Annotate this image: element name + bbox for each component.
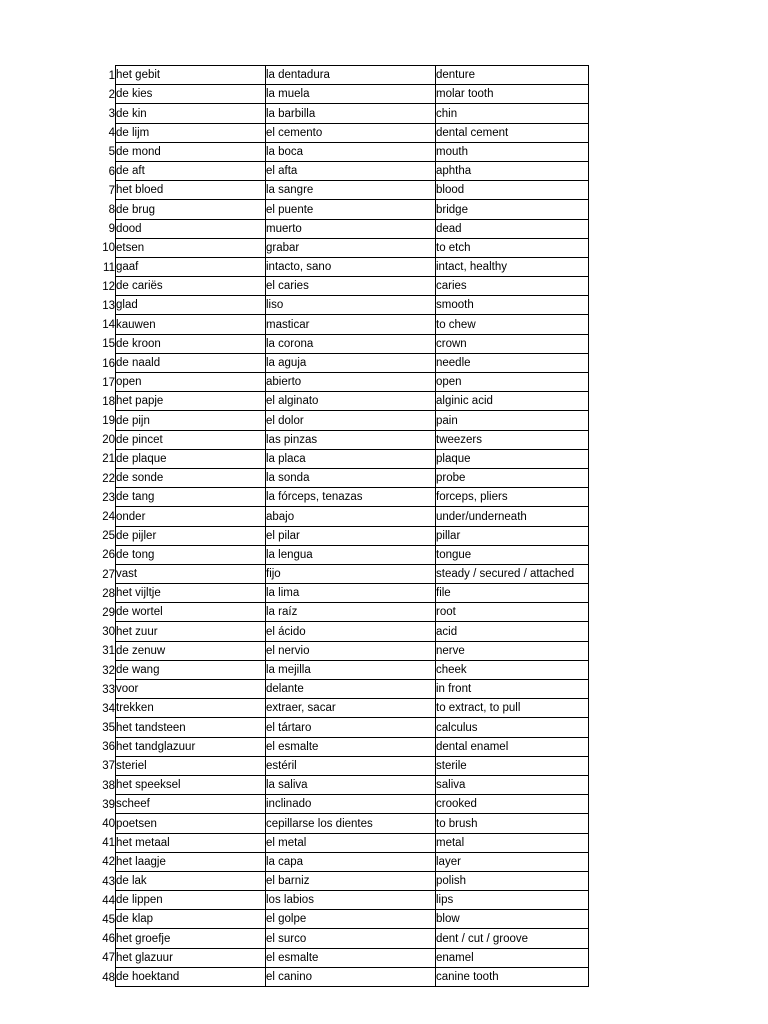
row-number: 5 bbox=[108, 146, 115, 159]
dutch-term: het bloed bbox=[116, 181, 266, 200]
english-term: caries bbox=[436, 277, 589, 296]
spanish-term: el cemento bbox=[266, 123, 436, 142]
dutch-term: de zenuw bbox=[116, 641, 266, 660]
spanish-term: el alginato bbox=[266, 392, 436, 411]
row-number: 23 bbox=[102, 491, 115, 504]
table-row bbox=[0, 871, 589, 890]
spanish-term: cepillarse los dientes bbox=[266, 814, 436, 833]
english-term: pillar bbox=[436, 526, 589, 545]
table-row bbox=[0, 756, 589, 775]
english-term: nerve bbox=[436, 641, 589, 660]
english-term: blood bbox=[436, 181, 589, 200]
table-row bbox=[0, 373, 589, 392]
row-number: 30 bbox=[102, 626, 115, 639]
row-number: 40 bbox=[102, 818, 115, 830]
row-number: 27 bbox=[102, 568, 115, 581]
english-term: canine tooth bbox=[436, 967, 589, 986]
spanish-term: el dolor bbox=[266, 411, 436, 430]
table-row bbox=[0, 775, 589, 794]
spanish-term: la mejilla bbox=[266, 660, 436, 679]
row-number: 25 bbox=[102, 530, 115, 543]
english-term: under/underneath bbox=[436, 507, 589, 526]
row-number: 41 bbox=[102, 837, 115, 850]
spanish-term: extraer, sacar bbox=[266, 699, 436, 718]
english-term: crown bbox=[436, 334, 589, 353]
dutch-term: open bbox=[116, 373, 266, 392]
table-row bbox=[0, 967, 589, 986]
table-row bbox=[0, 257, 589, 276]
dutch-term: de mond bbox=[116, 142, 266, 161]
dutch-term: etsen bbox=[116, 238, 266, 257]
table-row bbox=[0, 296, 589, 315]
dutch-term: het tandglazuur bbox=[116, 737, 266, 756]
table-row bbox=[0, 737, 589, 756]
spanish-term: intacto, sano bbox=[266, 257, 436, 276]
table-row bbox=[0, 142, 589, 161]
dutch-term: de hoektand bbox=[116, 967, 266, 986]
row-number: 19 bbox=[102, 415, 115, 428]
row-number: 26 bbox=[102, 549, 115, 562]
row-number: 31 bbox=[102, 645, 115, 658]
table-row bbox=[0, 948, 589, 967]
table-row bbox=[0, 891, 589, 910]
english-term: steady / secured / attached bbox=[436, 564, 589, 583]
english-term: intact, healthy bbox=[436, 257, 589, 276]
dutch-term: de tong bbox=[116, 545, 266, 564]
table-row bbox=[0, 929, 589, 948]
dutch-term: de lak bbox=[116, 871, 266, 890]
table-row bbox=[0, 833, 589, 852]
english-term: in front bbox=[436, 680, 589, 699]
row-number: 20 bbox=[102, 434, 115, 447]
spanish-term: el golpe bbox=[266, 910, 436, 929]
spanish-term: grabar bbox=[266, 238, 436, 257]
spanish-term: el barniz bbox=[266, 871, 436, 890]
spanish-term: las pinzas bbox=[266, 430, 436, 449]
row-number: 48 bbox=[102, 971, 115, 984]
spanish-term: el ácido bbox=[266, 622, 436, 641]
english-term: metal bbox=[436, 833, 589, 852]
spanish-term: la sonda bbox=[266, 468, 436, 487]
spanish-term: el canino bbox=[266, 967, 436, 986]
spanish-term: la aguja bbox=[266, 353, 436, 372]
spanish-term: la lengua bbox=[266, 545, 436, 564]
english-term: enamel bbox=[436, 948, 589, 967]
dutch-term: scheef bbox=[116, 795, 266, 814]
row-number: 39 bbox=[102, 798, 115, 811]
spanish-term: el tártaro bbox=[266, 718, 436, 737]
row-number: 29 bbox=[102, 606, 115, 619]
vocabulary-table-body bbox=[0, 66, 589, 987]
spanish-term: el esmalte bbox=[266, 737, 436, 756]
table-row bbox=[0, 488, 589, 507]
table-row bbox=[0, 699, 589, 718]
row-number: 37 bbox=[102, 760, 115, 773]
table-row bbox=[0, 660, 589, 679]
spanish-term: la sangre bbox=[266, 181, 436, 200]
table-row bbox=[0, 795, 589, 814]
dutch-term: de lijm bbox=[116, 123, 266, 142]
table-row bbox=[0, 622, 589, 641]
spanish-term: la barbilla bbox=[266, 104, 436, 123]
table-row bbox=[0, 123, 589, 142]
table-row bbox=[0, 85, 589, 104]
dutch-term: het metaal bbox=[116, 833, 266, 852]
row-number: 21 bbox=[102, 453, 115, 466]
english-term: layer bbox=[436, 852, 589, 871]
table-row bbox=[0, 814, 589, 833]
dutch-term: voor bbox=[116, 680, 266, 699]
spanish-term: delante bbox=[266, 680, 436, 699]
dutch-term: de lippen bbox=[116, 891, 266, 910]
dutch-term: het laagje bbox=[116, 852, 266, 871]
spanish-term: la capa bbox=[266, 852, 436, 871]
dutch-term: de cariës bbox=[116, 277, 266, 296]
spanish-term: estéril bbox=[266, 756, 436, 775]
english-term: polish bbox=[436, 871, 589, 890]
english-term: blow bbox=[436, 910, 589, 929]
row-number: 7 bbox=[108, 184, 115, 197]
english-term: saliva bbox=[436, 775, 589, 794]
english-term: denture bbox=[436, 66, 589, 85]
spanish-term: la saliva bbox=[266, 775, 436, 794]
english-term: file bbox=[436, 584, 589, 603]
dutch-term: het tandsteen bbox=[116, 718, 266, 737]
english-term: to etch bbox=[436, 238, 589, 257]
table-row bbox=[0, 219, 589, 238]
english-term: pain bbox=[436, 411, 589, 430]
dutch-term: onder bbox=[116, 507, 266, 526]
english-term: mouth bbox=[436, 142, 589, 161]
spanish-term: la dentadura bbox=[266, 66, 436, 85]
spanish-term: la boca bbox=[266, 142, 436, 161]
row-number: 3 bbox=[108, 108, 115, 121]
english-term: crooked bbox=[436, 795, 589, 814]
table-row bbox=[0, 680, 589, 699]
row-number: 43 bbox=[102, 875, 115, 888]
english-term: needle bbox=[436, 353, 589, 372]
english-term: chin bbox=[436, 104, 589, 123]
spanish-term: muerto bbox=[266, 219, 436, 238]
table-row bbox=[0, 238, 589, 257]
english-term: molar tooth bbox=[436, 85, 589, 104]
spanish-term: los labios bbox=[266, 891, 436, 910]
spanish-term: liso bbox=[266, 296, 436, 315]
english-term: forceps, pliers bbox=[436, 488, 589, 507]
dutch-term: de plaque bbox=[116, 449, 266, 468]
english-term: dental cement bbox=[436, 123, 589, 142]
row-number: 38 bbox=[102, 779, 115, 792]
dutch-term: dood bbox=[116, 219, 266, 238]
spanish-term: fijo bbox=[266, 564, 436, 583]
english-term: tweezers bbox=[436, 430, 589, 449]
spanish-term: la lima bbox=[266, 584, 436, 603]
spanish-term: el caries bbox=[266, 277, 436, 296]
table-row bbox=[0, 564, 589, 583]
spanish-term: la placa bbox=[266, 449, 436, 468]
english-term: plaque bbox=[436, 449, 589, 468]
table-row bbox=[0, 66, 589, 85]
row-number: 14 bbox=[102, 319, 115, 332]
english-term: calculus bbox=[436, 718, 589, 737]
spanish-term: el surco bbox=[266, 929, 436, 948]
dutch-term: de naald bbox=[116, 353, 266, 372]
english-term: aphtha bbox=[436, 161, 589, 180]
table-row bbox=[0, 545, 589, 564]
row-number: 22 bbox=[102, 472, 115, 485]
row-number: 44 bbox=[102, 894, 115, 907]
row-number: 28 bbox=[102, 587, 115, 600]
spanish-term: masticar bbox=[266, 315, 436, 334]
table-row bbox=[0, 411, 589, 430]
english-term: to brush bbox=[436, 814, 589, 833]
dutch-term: steriel bbox=[116, 756, 266, 775]
dutch-term: glad bbox=[116, 296, 266, 315]
dutch-term: het gebit bbox=[116, 66, 266, 85]
english-term: bridge bbox=[436, 200, 589, 219]
table-row bbox=[0, 526, 589, 545]
dutch-term: het vijltje bbox=[116, 584, 266, 603]
dutch-term: gaaf bbox=[116, 257, 266, 276]
table-row bbox=[0, 718, 589, 737]
row-number: 1 bbox=[108, 69, 115, 82]
row-number: 45 bbox=[102, 913, 115, 926]
spanish-term: el puente bbox=[266, 200, 436, 219]
spanish-term: el metal bbox=[266, 833, 436, 852]
row-number: 36 bbox=[102, 741, 115, 754]
row-number: 24 bbox=[102, 511, 115, 523]
table-row bbox=[0, 315, 589, 334]
row-number: 18 bbox=[102, 395, 115, 408]
vocabulary-table bbox=[0, 65, 589, 987]
dutch-term: het glazuur bbox=[116, 948, 266, 967]
spanish-term: abajo bbox=[266, 507, 436, 526]
spanish-term: abierto bbox=[266, 373, 436, 392]
table-row bbox=[0, 353, 589, 372]
english-term: dead bbox=[436, 219, 589, 238]
row-number: 47 bbox=[102, 952, 115, 965]
row-number: 12 bbox=[102, 280, 115, 293]
row-number: 6 bbox=[108, 165, 115, 178]
spanish-term: el esmalte bbox=[266, 948, 436, 967]
dutch-term: het zuur bbox=[116, 622, 266, 641]
dutch-term: kauwen bbox=[116, 315, 266, 334]
row-number: 2 bbox=[108, 88, 115, 101]
table-row bbox=[0, 603, 589, 622]
row-number: 8 bbox=[108, 204, 115, 216]
english-term: dent / cut / groove bbox=[436, 929, 589, 948]
table-row bbox=[0, 507, 589, 526]
dutch-term: de brug bbox=[116, 200, 266, 219]
dutch-term: trekken bbox=[116, 699, 266, 718]
spanish-term: la fórceps, tenazas bbox=[266, 488, 436, 507]
spanish-term: inclinado bbox=[266, 795, 436, 814]
english-term: root bbox=[436, 603, 589, 622]
english-term: to extract, to pull bbox=[436, 699, 589, 718]
dutch-term: de pincet bbox=[116, 430, 266, 449]
english-term: tongue bbox=[436, 545, 589, 564]
spanish-term: la muela bbox=[266, 85, 436, 104]
dutch-term: poetsen bbox=[116, 814, 266, 833]
row-number: 46 bbox=[102, 933, 115, 946]
table-row bbox=[0, 910, 589, 929]
table-row bbox=[0, 161, 589, 180]
table-row bbox=[0, 449, 589, 468]
dutch-term: het speeksel bbox=[116, 775, 266, 794]
dutch-term: de kies bbox=[116, 85, 266, 104]
english-term: smooth bbox=[436, 296, 589, 315]
english-term: lips bbox=[436, 891, 589, 910]
english-term: sterile bbox=[436, 756, 589, 775]
dutch-term: de wang bbox=[116, 660, 266, 679]
spanish-term: la raíz bbox=[266, 603, 436, 622]
spanish-term: el nervio bbox=[266, 641, 436, 660]
english-term: probe bbox=[436, 468, 589, 487]
table-row bbox=[0, 468, 589, 487]
row-number: 16 bbox=[102, 357, 115, 370]
dutch-term: de tang bbox=[116, 488, 266, 507]
table-row bbox=[0, 277, 589, 296]
table-row bbox=[0, 334, 589, 353]
row-number: 32 bbox=[102, 664, 115, 677]
vocabulary-sheet bbox=[0, 65, 589, 987]
row-number: 9 bbox=[108, 223, 115, 236]
row-number: 17 bbox=[102, 376, 115, 389]
row-number: 13 bbox=[102, 299, 115, 312]
dutch-term: de wortel bbox=[116, 603, 266, 622]
dutch-term: de aft bbox=[116, 161, 266, 180]
english-term: alginic acid bbox=[436, 392, 589, 411]
english-term: to chew bbox=[436, 315, 589, 334]
english-term: dental enamel bbox=[436, 737, 589, 756]
dutch-term: het papje bbox=[116, 392, 266, 411]
row-number: 34 bbox=[102, 702, 115, 715]
table-row bbox=[0, 852, 589, 871]
table-row bbox=[0, 641, 589, 660]
row-number: 11 bbox=[103, 261, 115, 274]
row-number: 35 bbox=[102, 722, 115, 735]
english-term: cheek bbox=[436, 660, 589, 679]
table-row bbox=[0, 584, 589, 603]
row-number: 4 bbox=[108, 127, 115, 140]
table-row bbox=[0, 200, 589, 219]
row-number: 15 bbox=[102, 338, 115, 351]
dutch-term: de sonde bbox=[116, 468, 266, 487]
table-row bbox=[0, 104, 589, 123]
dutch-term: de klap bbox=[116, 910, 266, 929]
spanish-term: la corona bbox=[266, 334, 436, 353]
dutch-term: de kin bbox=[116, 104, 266, 123]
row-number: 10 bbox=[102, 242, 115, 255]
dutch-term: de pijn bbox=[116, 411, 266, 430]
dutch-term: vast bbox=[116, 564, 266, 583]
spanish-term: el afta bbox=[266, 161, 436, 180]
row-number: 42 bbox=[102, 856, 115, 869]
dutch-term: de pijler bbox=[116, 526, 266, 545]
english-term: open bbox=[436, 373, 589, 392]
english-term: acid bbox=[436, 622, 589, 641]
dutch-term: de kroon bbox=[116, 334, 266, 353]
row-number: 33 bbox=[102, 683, 115, 696]
dutch-term: het groefje bbox=[116, 929, 266, 948]
table-row bbox=[0, 392, 589, 411]
table-row bbox=[0, 430, 589, 449]
table-row bbox=[0, 181, 589, 200]
spanish-term: el pilar bbox=[266, 526, 436, 545]
